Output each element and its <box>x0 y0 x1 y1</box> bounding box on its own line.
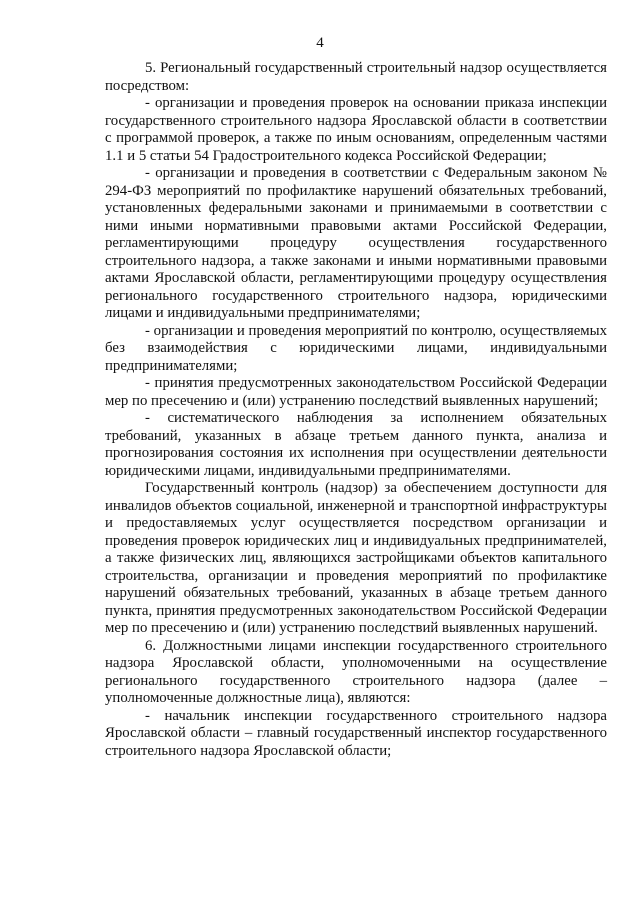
list-item-observation: - систематического наблюдения за исполнением обязательных требований, указанных в абзаце третьем данного пункта, анализа и прогнозирования состояния их исполнения при осуществлении деятельности юридическими лицами, индивидуальными предпринимателями. <box>105 410 607 479</box>
list-item-chief-inspector: - начальник инспекции государственного строительного надзора Ярославской области – главный государственный инспектор государственного строительного надзора Ярославской области; <box>105 707 607 759</box>
paragraph-6-officials: 6. Должностными лицами инспекции государственного строительного надзора Ярославской области, уполномоченными на осуществление регионального государственного строительного надзора (далее – уполномоченные должностные лица), являются: <box>105 637 607 706</box>
paragraph-accessibility-control: Государственный контроль (надзор) за обеспечением доступности для инвалидов объектов социальной, инженерной и транспортной инфраструктуры и предоставляемых услуг осуществляется посредством организации и проведения проверок юридических лиц и индивидуальных предпринимателей, а также физических лиц, являющихся застройщиками объектов капитального строительства, организации и проведения мероприятий по профилактике нарушений обязательных требований, указанных в абзаце третьем данного пункта, принятия предусмотренных законодательством Российской Федерации мер по пресечению и (или) устранению последствий выявленных нарушений. <box>105 480 607 636</box>
page-number: 4 <box>316 35 324 51</box>
paragraph-5-intro: 5. Региональный государственный строительный надзор осуществляется посредством: <box>105 60 607 94</box>
list-item-inspections: - организации и проведения проверок на основании приказа инспекции государственного строительного надзора Ярославской области в соответствии с программой проверок, а также по иным основаниям, определенным частями 1.1 и 5 статьи 54 Градостроительного кодекса Российской Федерации; <box>105 95 607 164</box>
list-item-suppression: - принятия предусмотренных законодательством Российской Федерации мер по пресечению и (или) устранению последствий выявленных нарушений; <box>105 375 607 409</box>
list-item-control-measures: - организации и проведения мероприятий по контролю, осуществляемых без взаимодействия с юридическими лицами, индивидуальными предпринимателями; <box>105 322 607 374</box>
document-body <box>105 60 607 760</box>
list-item-prevention: - организации и проведения в соответствии с Федеральным законом № 294-ФЗ мероприятий по профилактике нарушений обязательных требований, установленных федеральными законами и принимаемыми в соответствии с ними иными нормативными правовыми актами Российской Федерации, регламентирующими процедуру осуществления государственного строительного надзора, а также законами и иными нормативными правовыми актами Ярославской области, регламентирующими процедуру осуществления регионального государственного строительного надзора, юридическими лицами и индивидуальными предпринимателями; <box>105 165 607 321</box>
